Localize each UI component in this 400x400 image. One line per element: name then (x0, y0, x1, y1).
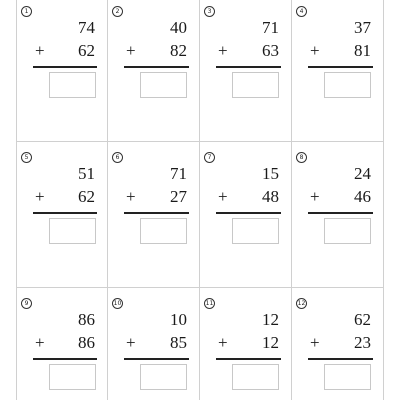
plus-sign: + (126, 333, 136, 352)
sum-line (308, 358, 373, 360)
problem-number-badge: 3 (204, 6, 215, 17)
problem-cell-6 (108, 142, 200, 288)
problem-number-badge: 12 (297, 300, 306, 307)
answer-box[interactable] (140, 364, 187, 390)
problem-number-badge: 11 (205, 300, 214, 307)
plus-sign: + (218, 333, 228, 352)
top-addend: 71 (262, 18, 279, 37)
sum-line (124, 358, 189, 360)
top-addend: 62 (354, 310, 371, 329)
plus-sign: + (310, 187, 320, 206)
plus-sign: + (218, 41, 228, 60)
bottom-addend: 48 (262, 187, 279, 206)
sum-line (308, 66, 373, 68)
problem-cell-2 (108, 0, 200, 142)
bottom-addend: 62 (78, 41, 95, 60)
plus-sign: + (35, 333, 45, 352)
answer-box[interactable] (140, 72, 187, 98)
top-addend: 37 (354, 18, 371, 37)
top-addend: 74 (78, 18, 95, 37)
problem-cell-5 (16, 142, 108, 288)
answer-box[interactable] (324, 364, 371, 390)
problem-number-badge: 2 (112, 6, 123, 17)
problem-number-badge: 4 (296, 6, 307, 17)
problem-cell-3 (200, 0, 292, 142)
plus-sign: + (218, 187, 228, 206)
bottom-addend: 82 (170, 41, 187, 60)
sum-line (33, 66, 97, 68)
plus-sign: + (35, 41, 45, 60)
plus-sign: + (310, 41, 320, 60)
bottom-addend: 23 (354, 333, 371, 352)
bottom-addend: 12 (262, 333, 279, 352)
bottom-addend: 81 (354, 41, 371, 60)
bottom-addend: 63 (262, 41, 279, 60)
bottom-addend: 85 (170, 333, 187, 352)
answer-box[interactable] (324, 218, 371, 244)
problem-cell-8 (292, 142, 384, 288)
problem-number-badge: 8 (296, 152, 307, 163)
bottom-addend: 86 (78, 333, 95, 352)
problem-number-badge: 7 (204, 152, 215, 163)
sum-line (216, 358, 281, 360)
bottom-addend: 46 (354, 187, 371, 206)
answer-box[interactable] (49, 218, 96, 244)
top-addend: 10 (170, 310, 187, 329)
top-addend: 24 (354, 164, 371, 183)
answer-box[interactable] (232, 218, 279, 244)
plus-sign: + (310, 333, 320, 352)
worksheet-page (16, 0, 384, 400)
problem-number-badge: 1 (21, 6, 32, 17)
sum-line (124, 212, 189, 214)
problem-cell-12 (292, 288, 384, 400)
problem-cell-9 (16, 288, 108, 400)
bottom-addend: 27 (170, 187, 187, 206)
answer-box[interactable] (232, 72, 279, 98)
answer-box[interactable] (232, 364, 279, 390)
answer-box[interactable] (49, 72, 96, 98)
sum-line (308, 212, 373, 214)
answer-box[interactable] (49, 364, 96, 390)
top-addend: 71 (170, 164, 187, 183)
problem-cell-11 (200, 288, 292, 400)
answer-box[interactable] (140, 218, 187, 244)
top-addend: 12 (262, 310, 279, 329)
sum-line (216, 212, 281, 214)
bottom-addend: 62 (78, 187, 95, 206)
sum-line (33, 212, 97, 214)
top-addend: 86 (78, 310, 95, 329)
sum-line (124, 66, 189, 68)
top-addend: 40 (170, 18, 187, 37)
sum-line (33, 358, 97, 360)
plus-sign: + (126, 41, 136, 60)
top-addend: 15 (262, 164, 279, 183)
top-addend: 51 (78, 164, 95, 183)
problem-number-badge: 6 (112, 152, 123, 163)
plus-sign: + (35, 187, 45, 206)
problem-cell-10 (108, 288, 200, 400)
sum-line (216, 66, 281, 68)
problem-cell-4 (292, 0, 384, 142)
problem-cell-1 (16, 0, 108, 142)
problem-number-badge: 10 (113, 300, 122, 307)
answer-box[interactable] (324, 72, 371, 98)
problem-cell-7 (200, 142, 292, 288)
problem-number-badge: 5 (21, 152, 32, 163)
plus-sign: + (126, 187, 136, 206)
problem-number-badge: 9 (21, 298, 32, 309)
problem-grid (16, 0, 384, 400)
